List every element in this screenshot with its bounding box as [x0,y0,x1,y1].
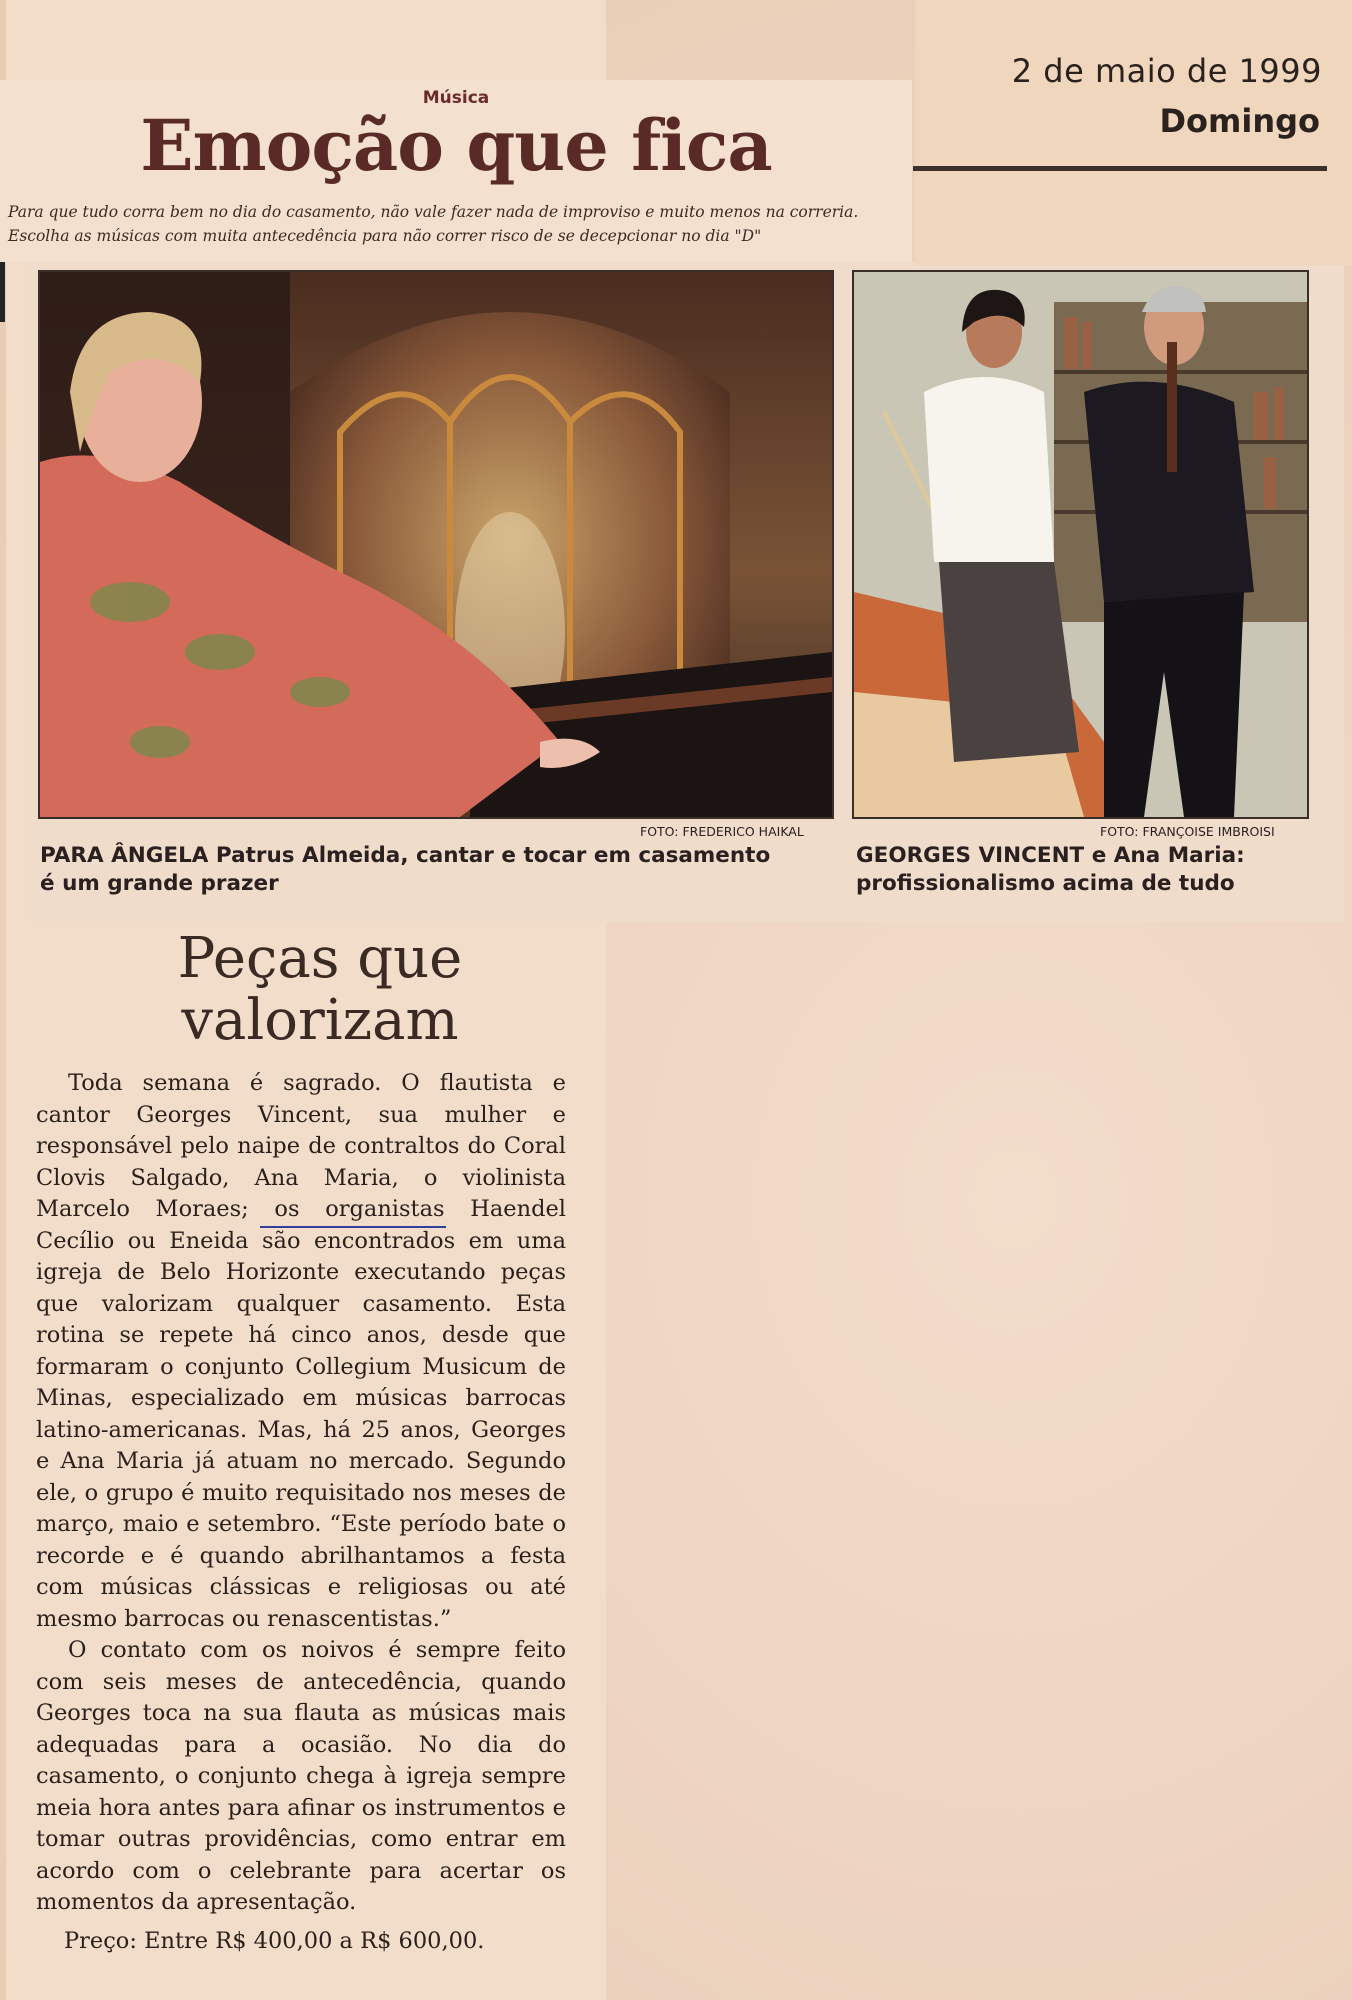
pen-underline-mark [260,1226,446,1228]
photo2-caption-line-2: profissionalismo acima de tudo [856,871,1235,896]
article-paragraph-2: O contato com os noivos é sempre feito com seis meses de antecedência, quando Georges toca na sua flauta as músicas mais adequadas para a ocasião. No dia do casamento, o conjunto chega à igreja sempre meia hora antes para afinar os instrumentos e tomar outras providências, como entrar em acordo com o celebrante para acertar os momentos da apresentação. [36,1637,566,1915]
deck-line-1: Para que tudo corra bem no dia do casamento, não vale fazer nada de improviso e muito menos na correria. [8,203,859,221]
article-price: Preço: Entre R$ 400,00 a R$ 600,00. [64,1928,485,1954]
deck-line-2: Escolha as músicas com muita antecedência para não correr risco de se decepcionar no dia "D" [8,227,762,245]
page-headline: Emoção que fica [140,104,772,187]
photo1-caption-line-2: é um grande prazer [40,871,279,896]
article-headline-line-2: valorizam [181,988,459,1053]
photo1-caption [40,842,840,898]
photo2-caption-line-1: GEORGES VINCENT e Ana Maria: [856,843,1245,868]
publication-day: Domingo [1159,102,1320,140]
photo2-caption [856,842,1336,898]
article-headline [120,928,520,1052]
photo-georges-image [854,272,1307,817]
edge-mark [0,262,5,322]
publication-date: 2 de maio de 1999 [1011,52,1322,90]
article-body [36,1068,566,1919]
photo2-credit: FOTO: FRANÇOISE IMBROISI [1100,824,1275,839]
photo-georges-ana-maria [852,270,1309,819]
section-label: Música [422,88,490,108]
photo1-credit: FOTO: FREDERICO HAIKAL [640,824,804,839]
article-headline-line-1: Peças que [177,926,463,991]
photo-angela-image [40,272,832,817]
photo1-caption-line-1: PARA ÂNGELA Patrus Almeida, cantar e tocar em casamento [40,843,771,868]
date-rule [913,166,1327,171]
article-paragraph-1: Toda semana é sagrado. O flautista e cantor Georges Vincent, sua mulher e responsável pelo naipe de contraltos do Coral Clovis Salgado, Ana Maria, o violinista Marcelo Moraes; os organistas Haendel Cecílio ou Eneida são encontrados em uma igreja de Belo Horizonte executando peças que valorizam qualquer casamento. Esta rotina se repete há cinco anos, desde que formaram o conjunto Collegium Musicum de Minas, especializado em músicas barrocas latino-americanas. Mas, há 25 anos, Georges e Ana Maria já atuam no mercado. Segundo ele, o grupo é muito requisitado nos meses de março, maio e setembro. “Este período bate o recorde e é quando abrilhantamos a festa com músicas clássicas e religiosas ou até mesmo barrocas ou renascentistas.” [36,1070,566,1632]
photo-angela-at-organ [38,270,834,819]
headline-deck [8,200,908,248]
date-block [915,0,1352,265]
